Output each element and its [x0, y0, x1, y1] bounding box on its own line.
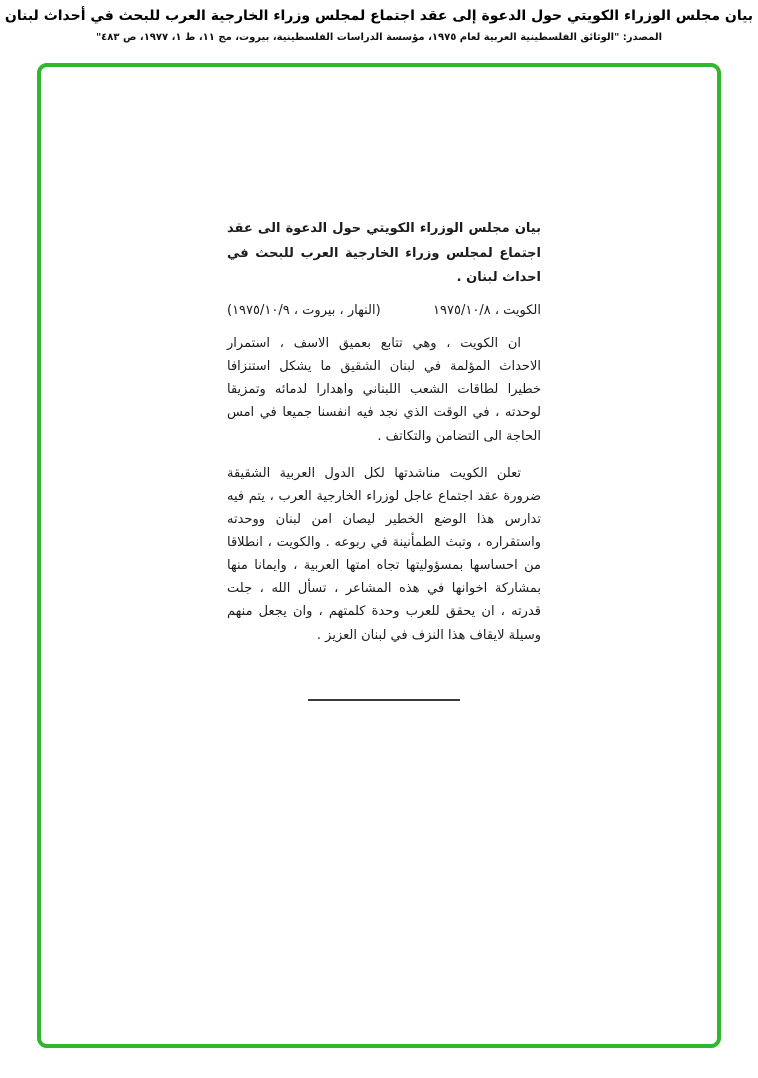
page-title: بيان مجلس الوزراء الكويتي حول الدعوة إلى عقد اجتماع لمجلس وزراء الخارجية العرب للبحث في أحداث لبنان: [4, 8, 754, 24]
dateline-place-date: الكويت ، ١٩٧٥/١٠/٨: [433, 303, 541, 319]
document-title: بيان مجلس الوزراء الكويتي حول الدعوة الى عقد اجتماع لمجلس وزراء الخارجية العرب للبحث في احداث لبنان .: [227, 221, 541, 286]
page-header: [0, 7, 758, 43]
document-scan-text: [227, 217, 541, 701]
document-paragraph-2: تعلن الكويت مناشدتها لكل الدول العربية الشقيقة ضرورة عقد اجتماع عاجل لوزراء الخارجية العرب ، يتم فيه تدارس هذا الوضع الخطير ليصان امن لبنان ووحدته واستقراره ، وتبث الطمأنينة في ربوعه . والكويت ، انطلاقا من احساسها بمسؤوليتها تجاه امتها العربية ، وايمانا منها بمشاركة اخوانها في هذه المشاعر ، تسأل الله ، جلت قدرته ، ان يحقق للعرب وحدة كلمتهم ، وان يجعل منهم وسيلة لايقاف هذا النزف في لبنان العزيز .: [227, 465, 541, 643]
source-citation: المصدر: "الوثائق الفلسطينية العربية لعام ١٩٧٥، مؤسسة الدراسات الفلسطينية، بيروت، مج ١١، ط ١، ١٩٧٧، ص ٤٨٣": [95, 32, 663, 44]
document-frame: [37, 63, 721, 1048]
document-dateline: [227, 303, 541, 318]
separator-line: [308, 699, 460, 701]
dateline-source-date: (النهار ، بيروت ، ١٩٧٥/١٠/٩): [227, 303, 381, 319]
document-paragraph-1: ان الكويت ، وهي تتابع بعميق الاسف ، استمرار الاحداث المؤلمة في لبنان الشقيق ما يشكل استنزافا خطيرا لطاقات الشعب اللبناني واهدارا لدمائه وتمزيقا لوحدته ، في الوقت الذي نجد فيه انفسنا جميعا في امس الحاجة الى التضامن والتكاتف .: [227, 336, 541, 444]
